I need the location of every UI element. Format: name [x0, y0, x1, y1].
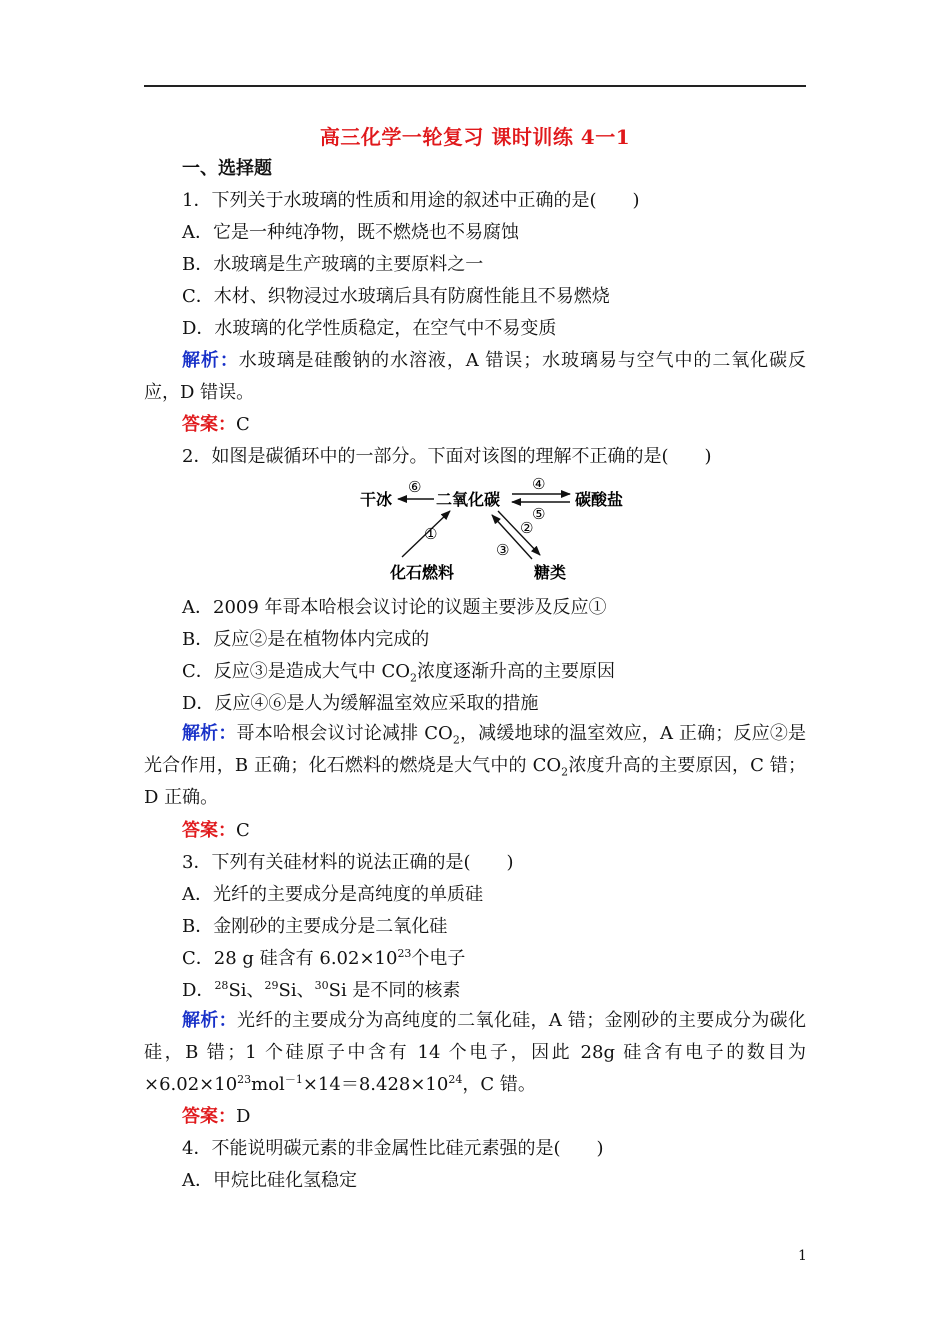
q3-c-text-end: 个电子: [411, 948, 466, 969]
q3-option-a: A．光纤的主要成分是高纯度的单质硅: [182, 884, 483, 905]
q3-c-sup: 23: [397, 947, 412, 960]
q3-option-d: [182, 979, 460, 1003]
analysis-label: 解析：: [182, 350, 239, 371]
q3-analysis-sup: －1: [284, 1073, 303, 1086]
q3-d-text: Si 是不同的核素: [328, 980, 461, 1001]
q3-analysis-text: 光纤的主要成分为高纯度的二氧化硅，A 错；金刚砂的主要成分为碳化硅，B 错；1 个硅原子中含有 14 个电子，因此 28g 硅含有电子的数目为×6.02×10: [144, 1010, 807, 1095]
q3-d-text: Si、: [228, 980, 265, 1001]
q2-analysis: [144, 718, 806, 814]
sugar-label: 糖类: [534, 563, 567, 582]
q2-c-text-end: 浓度逐渐升高的主要原因: [417, 661, 616, 682]
q3-d-sup: 29: [264, 979, 279, 992]
q4-option-a: A．甲烷比硅化氢稳定: [182, 1170, 357, 1191]
q3-stem: 3．下列有关硅材料的说法正确的是( ): [182, 852, 514, 873]
q2-c-sub: 2: [410, 671, 418, 685]
q2-option-d: D．反应④⑥是人为缓解温室效应采取的措施: [182, 693, 539, 714]
q3-d-text: Si、: [278, 980, 315, 1001]
q3-d-sup: 30: [314, 979, 329, 992]
q4-stem: 4．不能说明碳元素的非金属性比硅元素强的是( ): [182, 1138, 604, 1159]
q2-stem: 2．如图是碳循环中的一部分。下面对该图的理解不正确的是( ): [182, 446, 712, 467]
q3-d-text: D．: [182, 980, 215, 1001]
q3-option-b: B．金刚砂的主要成分是二氧化硅: [182, 916, 448, 937]
q3-analysis-text: ×14＝8.428×10: [302, 1074, 449, 1095]
label-4: ④: [532, 475, 546, 493]
carbonate-label: 碳酸盐: [575, 490, 624, 509]
q3-answer-value: D: [236, 1106, 251, 1127]
q2-analysis-sub: 2: [561, 765, 569, 779]
analysis-label: 解析：: [182, 723, 237, 744]
co2-label: 二氧化碳: [436, 490, 501, 509]
q2-analysis-text: 哥本哈根会议讨论减排 CO: [236, 723, 453, 744]
carbon-cycle-diagram: [352, 475, 642, 587]
q3-analysis-sup: 23: [237, 1073, 252, 1086]
page-number: 1: [798, 1248, 807, 1264]
q3-answer: [182, 1105, 250, 1129]
label-1: ①: [424, 525, 438, 543]
q1-option-b: B．水玻璃是生产玻璃的主要原料之一: [182, 254, 484, 275]
q2-option-b: B．反应②是在植物体内完成的: [182, 629, 430, 650]
q3-analysis-sup: 24: [448, 1073, 463, 1086]
page-title: 高三化学一轮复习 课时训练 4一1: [319, 125, 631, 149]
q1-answer: [182, 413, 250, 437]
q3-analysis-text: mol: [251, 1074, 285, 1095]
q1-option-c: C．木材、织物浸过水玻璃后具有防腐性能且不易燃烧: [182, 286, 610, 307]
answer-label: 答案：: [182, 414, 236, 435]
q2-c-text: C．反应③是造成大气中 CO: [182, 661, 411, 682]
q2-option-a: A．2009 年哥本哈根会议讨论的议题主要涉及反应①: [182, 597, 607, 618]
answer-label: 答案：: [182, 1106, 236, 1127]
q1-option-d: D．水玻璃的化学性质稳定，在空气中不易变质: [182, 318, 557, 339]
fossil-fuel-label: 化石燃料: [390, 563, 455, 582]
q3-analysis: [144, 1005, 806, 1101]
label-3: ③: [496, 541, 510, 559]
q1-analysis: [144, 345, 806, 409]
header-rule: [144, 85, 806, 87]
q2-analysis-text: ，减缓地球的温室效应，A 正确；反应②是光合作用，B 正确；化石燃料的燃烧是大气中的 CO: [144, 723, 806, 776]
q3-option-c: [182, 947, 465, 971]
q1-analysis-text: 水玻璃是硅酸钠的水溶液，A 错误；水玻璃易与空气中的二氧化碳反应，D 错误。: [144, 350, 807, 403]
q3-c-text: C．28 g 硅含有 6.02×10: [182, 948, 398, 969]
label-5: ⑤: [532, 505, 546, 523]
q1-answer-value: C: [236, 414, 250, 435]
q1-stem: 1．下列关于水玻璃的性质和用途的叙述中正确的是( ): [182, 190, 640, 211]
q2-analysis-sub: 2: [452, 733, 460, 747]
section-heading: 一、选择题: [182, 158, 272, 179]
q2-option-c: [182, 660, 615, 684]
q1-option-a: A．它是一种纯净物，既不燃烧也不易腐蚀: [182, 222, 519, 243]
q3-analysis-text: ，C 错。: [462, 1074, 536, 1095]
label-6: ⑥: [408, 478, 422, 496]
analysis-label: 解析：: [182, 1010, 238, 1031]
label-2: ②: [520, 519, 534, 537]
q2-analysis-text: 浓度升高的主要原因，C 错；D 正确。: [144, 755, 806, 808]
dry-ice-label: 干冰: [360, 490, 393, 509]
answer-label: 答案：: [182, 820, 236, 841]
q2-answer: [182, 819, 250, 843]
q3-d-sup: 28: [214, 979, 229, 992]
q2-answer-value: C: [236, 820, 250, 841]
